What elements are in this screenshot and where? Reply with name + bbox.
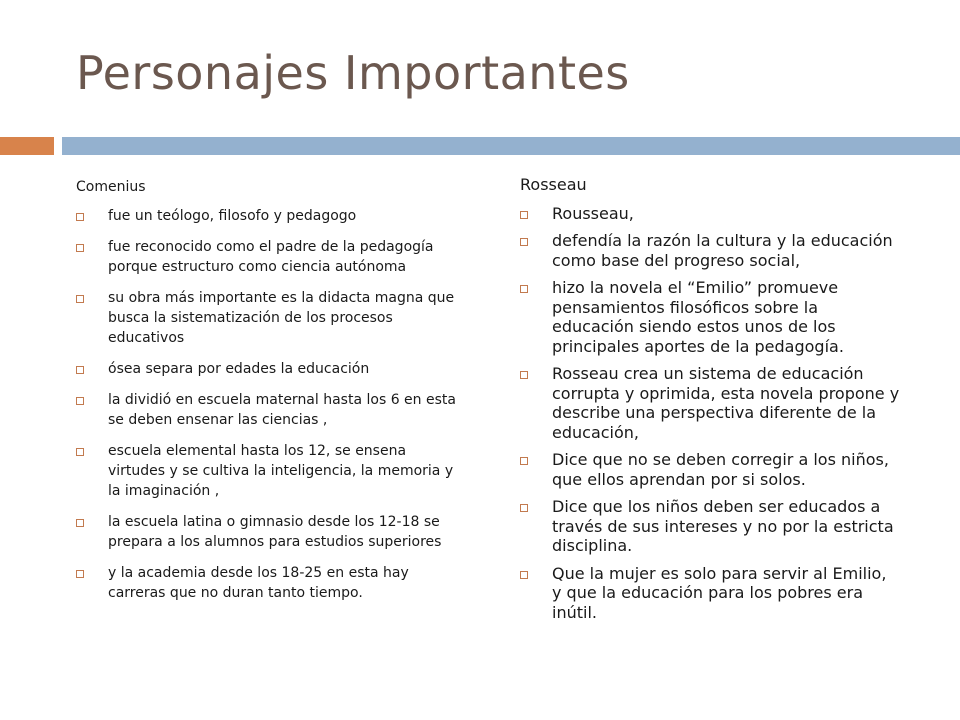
list-item-text: y la academia desde los 18-25 en esta hay carreras que no duran tanto tiempo. [108, 565, 409, 601]
list-item-text: Dice que los niños deben ser educados a través de sus intereses y no por la estricta disciplina. [552, 497, 894, 555]
list-item-text: Dice que no se deben corregir a los niños, que ellos aprendan por si solos. [552, 450, 889, 489]
list-item-text: defendía la razón la cultura y la educación como base del progreso social, [552, 231, 893, 270]
square-bullet-icon [520, 238, 528, 246]
square-bullet-icon [76, 295, 84, 303]
right-column-heading: Rosseau [520, 175, 587, 194]
square-bullet-icon [520, 371, 528, 379]
list-item-text: Que la mujer es solo para servir al Emilio, y que la educación para los pobres era inútil. [552, 563, 887, 622]
list-item-text: hizo la novela el “Emilio” promueve pensamientos filosóficos sobre la educación siendo estos unos de los principales aportes de la pedagogía. [552, 278, 844, 356]
slide-title: Personajes Importantes [76, 46, 630, 100]
list-item [520, 450, 900, 489]
list-item [76, 359, 464, 379]
list-item-text: Rosseau crea un sistema de educación corrupta y oprimida, esta novela propone y describe una perspectiva diferente de la educación, [552, 364, 900, 442]
list-item-text: fue un teólogo, filosofo y pedagogo [108, 208, 357, 224]
square-bullet-icon [76, 213, 84, 221]
list-item-text: su obra más importante es la didacta magna que busca la sistematización de los procesos educativos [108, 290, 455, 346]
square-bullet-icon [76, 570, 84, 578]
list-item [520, 204, 900, 224]
left-column-heading: Comenius [76, 179, 146, 195]
list-item [520, 497, 900, 556]
list-item [520, 278, 900, 356]
list-item [76, 206, 464, 226]
right-bullet-list [520, 204, 900, 623]
list-item [76, 512, 464, 552]
list-item-text: la dividió en escuela maternal hasta los 6 en esta se deben ensenar las ciencias , [108, 392, 456, 428]
list-item [520, 231, 900, 270]
square-bullet-icon [76, 366, 84, 374]
square-bullet-icon [76, 244, 84, 252]
left-bullet-list [76, 206, 464, 603]
square-bullet-icon [520, 504, 528, 512]
right-column [520, 175, 900, 622]
list-item-text: Rousseau, [552, 203, 634, 223]
list-item [520, 564, 900, 623]
list-item [76, 563, 464, 603]
square-bullet-icon [76, 519, 84, 527]
square-bullet-icon [520, 285, 528, 293]
square-bullet-icon [520, 571, 528, 579]
square-bullet-icon [520, 457, 528, 465]
list-item [76, 237, 464, 277]
list-item [76, 390, 464, 430]
list-item-text: escuela elemental hasta los 12, se ensena virtudes y se cultiva la inteligencia, la memoria y la imaginación , [108, 443, 454, 499]
list-item-text: ósea separa por edades la educación [108, 361, 370, 377]
list-item [520, 364, 900, 442]
left-column [76, 175, 464, 603]
accent-bar-orange [0, 137, 54, 155]
square-bullet-icon [520, 211, 528, 219]
list-item-text: la escuela latina o gimnasio desde los 12-18 se prepara a los alumnos para estudios superiores [108, 514, 442, 550]
list-item [76, 441, 464, 501]
list-item [76, 288, 464, 348]
square-bullet-icon [76, 397, 84, 405]
accent-bar-blue [62, 137, 960, 155]
square-bullet-icon [76, 448, 84, 456]
list-item-text: fue reconocido como el padre de la pedagogía porque estructuro como ciencia autónoma [108, 239, 434, 275]
